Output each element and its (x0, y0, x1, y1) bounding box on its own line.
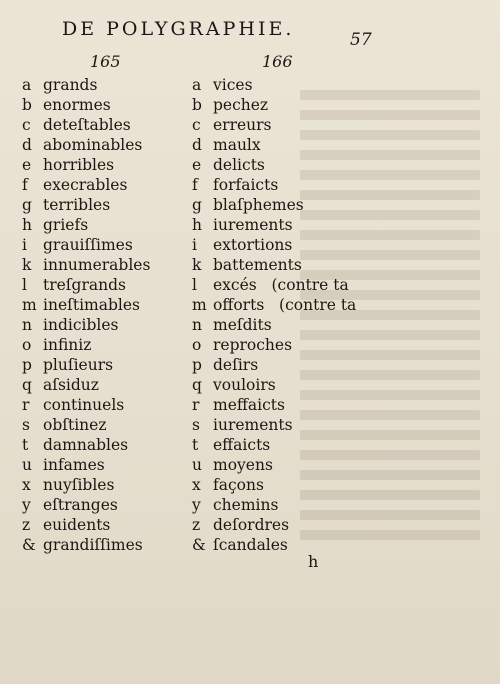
word-entry: meſdits (213, 316, 272, 334)
list-item (192, 195, 356, 215)
list-item (192, 395, 356, 415)
word-entry: battements (213, 256, 302, 274)
index-letter: e (192, 156, 202, 174)
index-letter: r (192, 396, 200, 414)
word-entry: forfaicts (213, 176, 279, 194)
word-entry: innumerables (43, 256, 151, 274)
word-entry: offorts (contre ta (213, 296, 357, 314)
list-item (22, 95, 150, 115)
list-item (22, 375, 150, 395)
list-item (192, 335, 356, 355)
running-title: DE POLYGRAPHIE. (62, 18, 295, 40)
word-entry: nuyſibles (43, 476, 115, 494)
word-entry: infiniz (43, 336, 92, 354)
list-item (22, 515, 150, 535)
word-entry: ſcandales (213, 536, 288, 554)
word-entry: blaſphemes (213, 196, 304, 214)
list-item (192, 535, 356, 555)
index-letter: e (22, 156, 32, 174)
index-letter: t (22, 436, 29, 454)
word-entry: execrables (43, 176, 128, 194)
list-item (22, 535, 150, 555)
word-entry: extortions (213, 236, 293, 254)
index-letter: f (22, 176, 28, 194)
list-item (192, 115, 356, 135)
index-letter: d (22, 136, 32, 154)
index-letter: d (192, 136, 202, 154)
word-entry: deteſtables (43, 116, 131, 134)
list-item (192, 375, 356, 395)
list-item (22, 135, 150, 155)
list-item (22, 275, 150, 295)
word-entry: griefs (43, 216, 89, 234)
index-letter: l (22, 276, 27, 294)
word-entry: façons (213, 476, 264, 494)
list-item (192, 275, 356, 295)
index-letter: & (22, 536, 36, 554)
index-letter: s (22, 416, 30, 434)
list-item (192, 155, 356, 175)
list-item (22, 315, 150, 335)
index-letter: a (22, 76, 32, 94)
index-letter: c (22, 116, 31, 134)
word-entry: terribles (43, 196, 111, 214)
word-entry: moyens (213, 456, 273, 474)
index-letter: s (192, 416, 200, 434)
index-letter: t (192, 436, 199, 454)
index-letter: k (192, 256, 202, 274)
list-item (192, 495, 356, 515)
index-letter: q (22, 376, 32, 394)
list-item (192, 515, 356, 535)
list-item (22, 195, 150, 215)
index-letter: l (192, 276, 197, 294)
list-item (22, 255, 150, 275)
list-item (22, 435, 150, 455)
list-item (192, 95, 356, 115)
index-letter: n (192, 316, 202, 334)
word-entry: reproches (213, 336, 293, 354)
catchword: h (308, 552, 319, 571)
list-item (22, 235, 150, 255)
index-letter: x (22, 476, 31, 494)
index-letter: o (192, 336, 202, 354)
column-number-left: 165 (90, 52, 121, 71)
word-entry: vouloirs (213, 376, 276, 394)
word-entry: maulx (213, 136, 261, 154)
word-entry: obſtinez (43, 416, 107, 434)
index-letter: z (192, 516, 201, 534)
index-letter: b (192, 96, 202, 114)
index-letter: b (22, 96, 32, 114)
index-letter: p (22, 356, 32, 374)
word-entry: abominables (43, 136, 143, 154)
index-letter: n (22, 316, 32, 334)
list-item (192, 235, 356, 255)
word-entry: iurements (213, 216, 293, 234)
index-letter: c (192, 116, 201, 134)
word-column-right (192, 75, 356, 555)
index-letter: & (192, 536, 206, 554)
word-entry: pluſieurs (43, 356, 114, 374)
list-item (22, 155, 150, 175)
list-item (192, 455, 356, 475)
word-entry: ineſtimables (43, 296, 140, 314)
word-entry: horribles (43, 156, 115, 174)
word-entry: meffaicts (213, 396, 285, 414)
index-letter: o (22, 336, 32, 354)
list-item (22, 115, 150, 135)
list-item (192, 315, 356, 335)
index-letter: a (192, 76, 202, 94)
list-item (192, 135, 356, 155)
word-entry: deſirs (213, 356, 259, 374)
list-item (192, 295, 356, 315)
index-letter: m (22, 296, 37, 314)
word-entry: treſgrands (43, 276, 126, 294)
word-entry: effaicts (213, 436, 271, 454)
index-letter: y (22, 496, 31, 514)
index-letter: i (192, 236, 197, 254)
list-item (192, 175, 356, 195)
index-letter: z (22, 516, 31, 534)
list-item (22, 295, 150, 315)
list-item (192, 215, 356, 235)
list-item (192, 475, 356, 495)
index-letter: u (192, 456, 202, 474)
index-letter: u (22, 456, 32, 474)
word-entry: iurements (213, 416, 293, 434)
list-item (192, 415, 356, 435)
index-letter: q (192, 376, 202, 394)
index-letter: x (192, 476, 201, 494)
index-letter: g (22, 196, 32, 214)
word-entry: vices (213, 76, 253, 94)
word-entry: deſordres (213, 516, 290, 534)
word-entry: eſtranges (43, 496, 118, 514)
word-entry: erreurs (213, 116, 272, 134)
word-entry: grands (43, 76, 98, 94)
list-item (22, 175, 150, 195)
index-letter: g (192, 196, 202, 214)
column-number-right: 166 (262, 52, 293, 71)
word-entry: pechez (213, 96, 269, 114)
index-letter: k (22, 256, 32, 274)
index-letter: m (192, 296, 207, 314)
list-item (22, 495, 150, 515)
word-entry: damnables (43, 436, 129, 454)
list-item (22, 215, 150, 235)
word-entry: continuels (43, 396, 125, 414)
list-item (22, 475, 150, 495)
word-entry: enormes (43, 96, 111, 114)
index-letter: r (22, 396, 30, 414)
word-entry: euidents (43, 516, 111, 534)
list-item (22, 335, 150, 355)
list-item (22, 395, 150, 415)
page-number: 57 (350, 30, 372, 50)
word-entry: delicts (213, 156, 265, 174)
word-entry: excés (contre ta (213, 276, 349, 294)
word-entry: chemins (213, 496, 279, 514)
index-letter: f (192, 176, 198, 194)
index-letter: p (192, 356, 202, 374)
word-entry: indicibles (43, 316, 119, 334)
list-item (192, 75, 356, 95)
list-item (22, 355, 150, 375)
word-entry: grandiſſimes (43, 536, 143, 554)
index-letter: y (192, 496, 201, 514)
word-entry: infames (43, 456, 105, 474)
list-item (192, 355, 356, 375)
word-column-left (22, 75, 150, 555)
word-entry: aſsiduz (43, 376, 99, 394)
index-letter: h (192, 216, 202, 234)
list-item (22, 415, 150, 435)
index-letter: h (22, 216, 32, 234)
list-item (192, 435, 356, 455)
list-item (22, 75, 150, 95)
list-item (192, 255, 356, 275)
word-entry: grauiſſimes (43, 236, 133, 254)
index-letter: i (22, 236, 27, 254)
list-item (22, 455, 150, 475)
